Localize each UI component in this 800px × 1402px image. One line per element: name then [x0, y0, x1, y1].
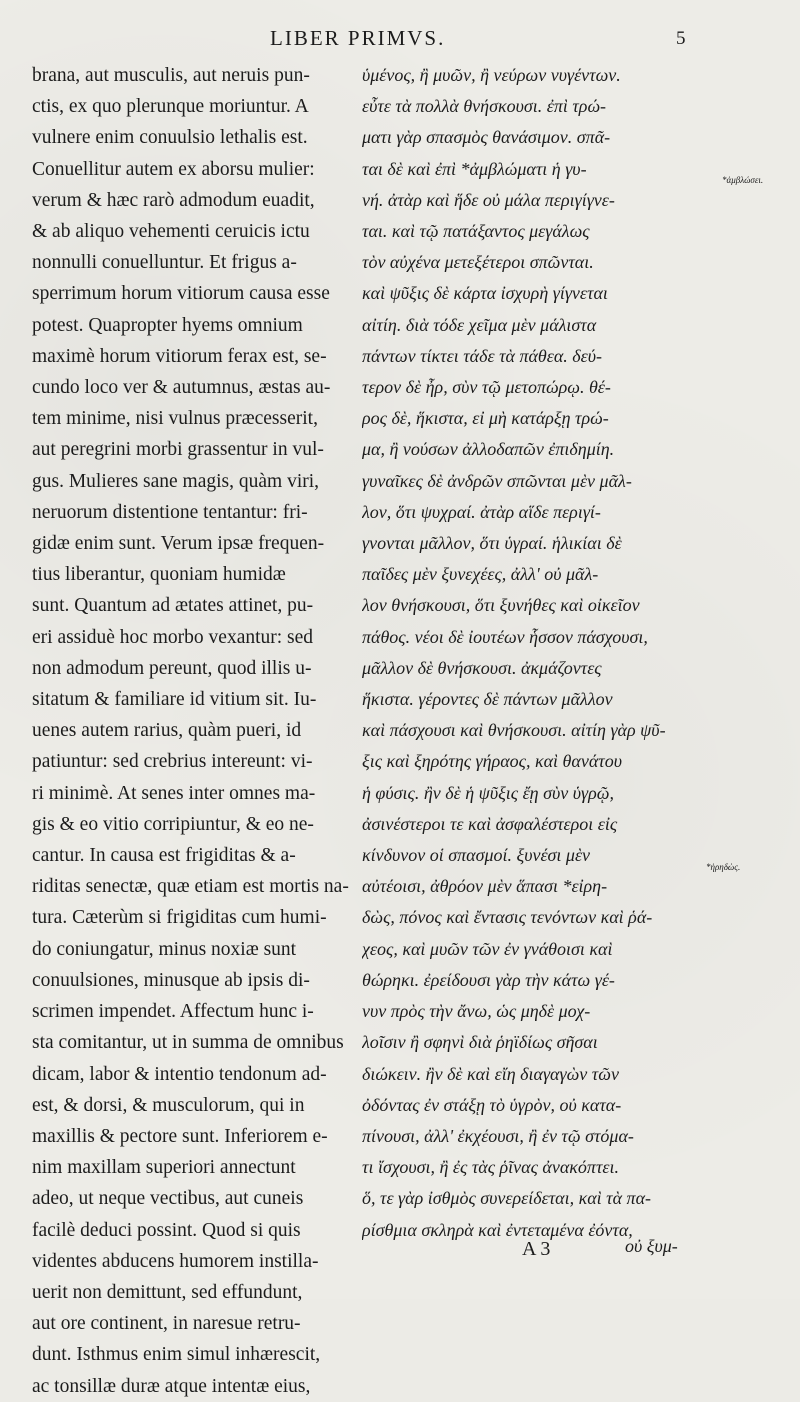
text-line: τι ἴσχουσι, ἢ ἐς τὰς ῥῖνας ἀνακόπτει. — [362, 1157, 619, 1178]
text-line: θώρηκι. ἐρείδουσι γὰρ τὴν κάτω γέ- — [362, 969, 615, 990]
text-line: neruorum distentione tentantur: fri- — [32, 501, 308, 523]
text-line: λον, ὅτι ψυχραί. ἀτὰρ αἵδε περιγί- — [362, 501, 601, 522]
text-line: brana, aut musculis, aut neruis pun- — [32, 65, 310, 86]
text-line: κίνδυνον οἱ σπασμοί. ξυνέσι μὲν — [362, 845, 591, 866]
text-line: vulnere enim conuulsio lethalis est. — [32, 127, 308, 149]
text-line: λοῖσιν ἢ σφηνὶ διὰ ῥηϊδίως σῆσαι — [362, 1032, 598, 1053]
text-line: μᾶλλον δὲ θνήσκουσι. ἀκμάζοντες — [362, 657, 602, 678]
text-line: adeo, ut neque vectibus, aut cuneis — [32, 1188, 304, 1210]
text-line: πίνουσι, ἀλλ' ἐκχέουσι, ἢ ἐν τῷ στόμα- — [362, 1125, 634, 1146]
text-line: δὼς, πόνος καὶ ἔντασις τενόντων καὶ ῥά- — [362, 907, 653, 928]
text-line: videntes abducens humorem instilla- — [32, 1250, 319, 1272]
text-line: ri minimè. At senes inter omnes ma- — [32, 782, 316, 804]
text-line: dunt. Isthmus enim simul inhærescit, — [32, 1344, 321, 1366]
text-line: cantur. In causa est frigiditas & a- — [32, 845, 296, 867]
text-line: do coniungatur, minus noxiæ sunt — [32, 938, 297, 960]
text-line: γνονται μᾶλλον, ὅτι ὑγραί. ἡλικίαι δὲ — [362, 533, 622, 554]
text-line: verum & hæc rarò admodum euadit, — [32, 189, 315, 211]
text-line: γυναῖκες δὲ ἀνδρῶν σπῶνται μὲν μᾶλ- — [362, 470, 632, 491]
margin-note: *ἀμβλώσει. — [722, 175, 764, 185]
text-line: χεος, καὶ μυῶν τῶν ἐν γνάθοισι καὶ — [362, 938, 613, 959]
text-line: potest. Quapropter hyems omnium — [32, 314, 303, 336]
page-number: 5 — [676, 28, 686, 49]
text-line: patiuntur: sed crebrius intereunt: vi- — [32, 751, 313, 773]
text-line: conuulsiones, minusque ab ipsis di- — [32, 969, 310, 991]
text-line: & ab aliquo vehementi ceruicis ictu — [32, 221, 310, 243]
text-line: uenes autem rarius, quàm pueri, id — [32, 720, 302, 742]
text-line: ματι γὰρ σπασμὸς θανάσιμον. σπᾶ- — [362, 127, 611, 148]
text-line: gidæ enim sunt. Verum ipsæ frequen- — [32, 533, 325, 555]
signature-mark: A 3 — [522, 1238, 551, 1260]
text-line: αἰτίη. διὰ τόδε χεῖμα μὲν μάλιστα — [362, 314, 597, 335]
text-line: tem minime, nisi vulnus præcesserit, — [32, 408, 318, 430]
text-line: πάντων τίκτει τάδε τὰ πάθεα. δεύ- — [362, 345, 603, 366]
text-line: aut peregrini morbi grassentur in vul- — [32, 439, 324, 461]
text-line: ὀδόντας ἐν στάξῃ τὸ ὑγρὸν, οὐ κατα- — [362, 1094, 622, 1115]
text-line: eri assiduè hoc morbo vexantur: sed — [32, 626, 314, 648]
text-line: ac tonsillæ duræ atque intentæ eius, — [32, 1375, 311, 1397]
text-line: nonnulli conuelluntur. Et frigus a- — [32, 252, 297, 274]
text-line: παῖδες μὲν ξυνεχέες, ἀλλ' οὐ μᾶλ- — [362, 564, 599, 585]
text-line: non admodum pereunt, quod illis u- — [32, 657, 312, 679]
text-line: tius liberantur, quoniam humidæ — [32, 564, 286, 586]
text-line: cundo loco ver & autumnus, æstas au- — [32, 377, 331, 399]
text-line: εὖτε τὰ πολλὰ θνήσκουσι. ἐπὶ τρώ- — [362, 96, 607, 117]
text-line: maxillis & pectore sunt. Inferiorem e- — [32, 1125, 328, 1147]
text-line: ὑμένος, ἢ μυῶν, ἢ νεύρων νυγέντων. — [362, 65, 621, 85]
text-line: tura. Cæterùm si frigiditas cum humi- — [32, 907, 327, 929]
text-line: scrimen impendet. Affectum hunc i- — [32, 1001, 314, 1023]
running-head: LIBER PRIMVS. — [270, 26, 446, 50]
text-line: sunt. Quantum ad ætates attinet, pu- — [32, 595, 314, 617]
greek-column — [362, 60, 706, 1246]
text-line: dicam, labor & intentio tendonum ad- — [32, 1063, 327, 1085]
text-line: νή. ἀτὰρ καὶ ἥδε οὐ μάλα περιγίγνε- — [362, 189, 615, 210]
text-line: καὶ ψῦξις δὲ κάρτα ἰσχυρὴ γίγνεται — [362, 283, 608, 304]
text-line: aut ore continent, in naresue retru- — [32, 1313, 301, 1335]
text-line: gus. Mulieres sane magis, quàm viri, — [32, 470, 320, 492]
text-line: τερον δὲ ἦρ, σὺν τῷ μετοπώρῳ. θέ- — [362, 377, 611, 398]
text-line: ἡ φύσις. ἢν δὲ ἡ ψῦξις ἔῃ σὺν ὑγρῷ, — [362, 782, 614, 803]
catchword: οὐ ξυμ- — [625, 1236, 678, 1256]
text-line: διώκειν. ἢν δὲ καὶ εἴη διαγαγὼν τῶν — [362, 1063, 619, 1084]
text-line: αὐτέοισι, ἀθρόον μὲν ἅπασι *εἰρη- — [362, 876, 608, 897]
text-line: nim maxillam superiori annectunt — [32, 1157, 296, 1179]
text-line: Conuellitur autem ex aborsu mulier: — [32, 158, 315, 180]
latin-column — [32, 60, 360, 1402]
text-line: facilè deduci possint. Quod si quis — [32, 1219, 301, 1241]
text-line: est, & dorsi, & musculorum, qui in — [32, 1094, 305, 1116]
text-line: gis & eo vitio corripiuntur, & eo ne- — [32, 813, 314, 835]
text-line: sperrimum horum vitiorum causa esse — [32, 283, 330, 305]
text-line: ρος δὲ, ἥκιστα, εἰ μὴ κατάρξῃ τρώ- — [362, 408, 609, 429]
text-line: τὸν αὐχένα μετεξέτεροι σπῶνται. — [362, 252, 594, 273]
text-line: ὅ, τε γὰρ ἰσθμὸς συνερείδεται, καὶ τὰ πα- — [362, 1188, 652, 1209]
text-line: μα, ἢ νούσων ἀλλοδαπῶν ἐπιδημίη. — [362, 439, 615, 460]
text-line: sta comitantur, ut in summa de omnibus — [32, 1032, 344, 1054]
text-line: ξις καὶ ξηρότης γήραος, καὶ θανάτου — [362, 751, 622, 772]
text-line: ται. καὶ τῷ πατάξαντος μεγάλως — [362, 221, 590, 242]
text-line: πάθος. νέοι δὲ ἰουτέων ἧσσον πάσχουσι, — [362, 626, 648, 647]
text-line: ἀσινέστεροι τε καὶ ἀσφαλέστεροι εἰς — [362, 813, 618, 834]
text-line: νυν πρὸς τὴν ἄνω, ὡς μηδὲ μοχ- — [362, 1001, 591, 1022]
margin-note: *ἠρηδὼς. — [706, 862, 741, 872]
text-line: ctis, ex quo plerunque moriuntur. A — [32, 96, 309, 118]
text-line: καὶ πάσχουσι καὶ θνήσκουσι. αἰτίη γὰρ ψῦ- — [362, 720, 666, 741]
text-line: sitatum & familiare id vitium sit. Iu- — [32, 689, 317, 711]
text-line: uerit non demittunt, sed effundunt, — [32, 1281, 303, 1303]
text-line: maximè horum vitiorum ferax est, se- — [32, 345, 327, 367]
text-line: riditas senectæ, quæ etiam est mortis na- — [32, 876, 349, 898]
text-line: ρίσθμια σκληρὰ καὶ ἐντεταμένα ἐόντα, — [362, 1219, 633, 1240]
text-line: ται δὲ καὶ ἐπὶ *ἀμβλώματι ἡ γυ- — [362, 158, 587, 179]
text-line: ἥκιστα. γέροντες δὲ πάντων μᾶλλον — [362, 689, 613, 710]
text-line: λον θνήσκουσι, ὅτι ξυνήθες καὶ οἰκεῖον — [362, 595, 640, 616]
